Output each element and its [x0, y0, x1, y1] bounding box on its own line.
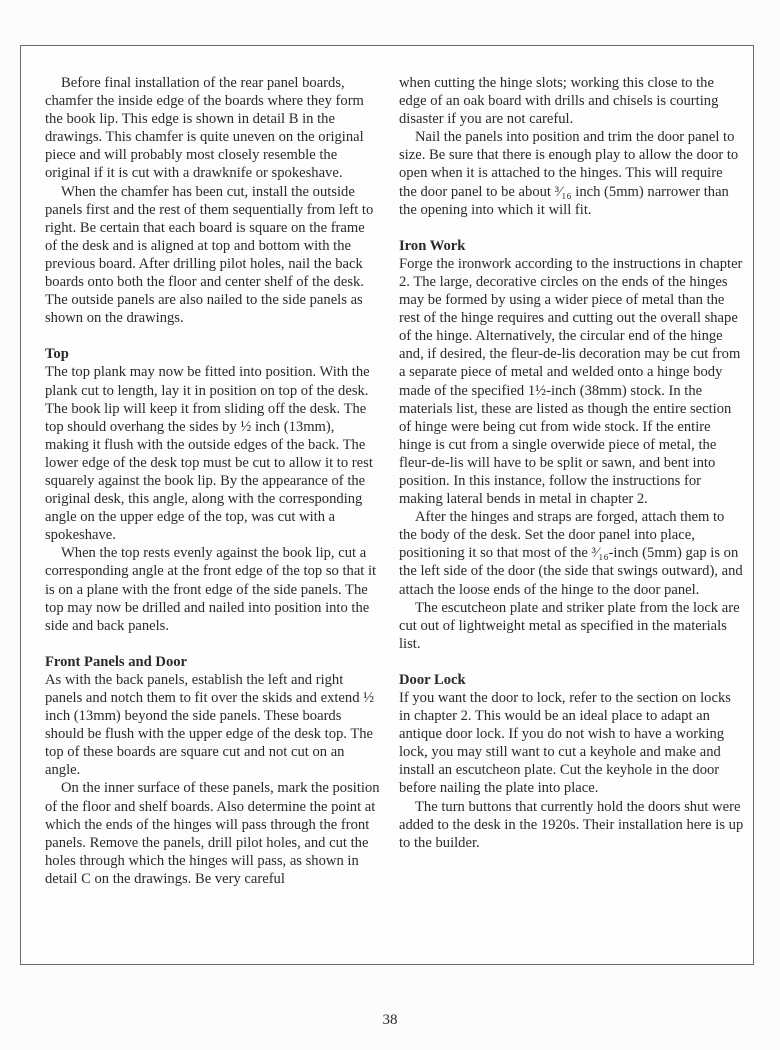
paragraph: Forge the ironwork according to the instructions in chapter 2. The large, decorative circles on the ends of the hinges may be formed by using a wider piece of metal than the rest of the hinge requires and cutting out the overall shape of the hinge. Alternatively, the circular end of the hinge and, if desired, the fleur-de-lis decoration may be cut from a separate piece of metal and welded onto a hinge body made of the specified 1½-inch (38mm) stock. In the materials list, these are listed as though the entire section of hinge were being cut from wide stock. If the entire hinge is cut from a single overwide piece of metal, the fleur-de-lis will have to be split or sawn, and bent into position. In this instance, follow the instructions for making lateral bends in metal in chapter 2. — [399, 255, 743, 508]
section-heading-top: Top — [45, 346, 69, 363]
section-heading-iron-work: Iron Work — [399, 237, 466, 254]
paragraph: When the chamfer has been cut, install the outside panels first and the rest of them sequentially from left to right. Be certain that each board is square on the frame of the desk and is aligned at top and bottom with the previous board. After drilling pilot holes, nail the back boards onto both the floor and center shelf of the desk. The outside panels are also nailed to the side panels as shown on the drawings. — [45, 183, 374, 327]
paragraph: The turn buttons that currently hold the doors shut were added to the desk in the 1920s. Their installation here is up to the builder. — [399, 798, 744, 851]
paragraph: Before final installation of the rear panel boards, chamfer the inside edge of the boards where they form the book lip. This edge is shown in detail B in the drawings. This chamfer is quite uneven on the original piece and will probably most closely resemble the original if it is cut with a drawknife or spokeshave. — [45, 75, 364, 182]
paragraph: when cutting the hinge slots; working this close to the edge of an oak board with drills and chisels is courting disaster if you are not careful. — [399, 75, 719, 128]
paragraph: On the inner surface of these panels, mark the position of the floor and shelf boards. Also determine the point at which the ends of the hinges will pass through the front panels. Remove the panels, drill pilot holes, and cut the holes through which the hinges will pass, as shown in detail C on the drawings. Be very careful — [45, 780, 380, 887]
section-heading-door-lock: Door Lock — [399, 671, 466, 688]
section-heading-front-panels: Front Panels and Door — [45, 653, 188, 670]
paragraph: The escutcheon plate and striker plate from the lock are cut out of lightweight metal as specified in the materials list. — [399, 599, 740, 652]
paragraph: When the top rests evenly against the book lip, cut a corresponding angle at the front edge of the top so that it is on a plane with the front edge of the side panels. The top may now be drilled and nailed into position into the side and back panels. — [45, 545, 377, 634]
page-number: 38 — [382, 1012, 398, 1028]
right-column — [399, 74, 744, 852]
paragraph: After the hinges and straps are forged, attach them to the body of the desk. Set the door panel into place, positioning it so that most of the ³⁄₁₆-inch (5mm) gap is on the left side of the door (the side that swings outward), and attach the loose ends of the hinge to the door panel. — [399, 509, 743, 598]
paragraph: The top plank may now be fitted into position. With the plank cut to length, lay it in position on top of the desk. The book lip will keep it from sliding off the desk. The top should overhang the sides by ½ inch (13mm), making it flush with the outside edges of the back. The lower edge of the desk top must be cut to allow it to rest squarely against the book lip. By the appearance of the original desk, this angle, along with the corresponding angle on the upper edge of the top, was cut with a spokeshave. — [45, 364, 373, 544]
left-column — [45, 74, 380, 888]
paragraph: Nail the panels into position and trim the door panel to size. Be sure that there is enough play to allow the door to open when it is attached to the hinges. This will require the door panel to be about ³⁄₁₆ inch (5mm) narrower than the opening into which it will fit. — [399, 129, 739, 218]
paragraph: If you want the door to lock, refer to the section on locks in chapter 2. This would be an ideal place to adapt an antique door lock. If you do not wish to have a working lock, you may still want to cut a keyhole and make and install an escutcheon plate. Cut the keyhole in the door before nailing the plate into place. — [399, 690, 731, 797]
paragraph: As with the back panels, establish the left and right panels and notch them to fit over the skids and extend ½ inch (13mm) beyond the side panels. These boards should be flush with the upper edge of the desk top. The top of these boards are square cut and not cut on an angle. — [45, 671, 375, 779]
